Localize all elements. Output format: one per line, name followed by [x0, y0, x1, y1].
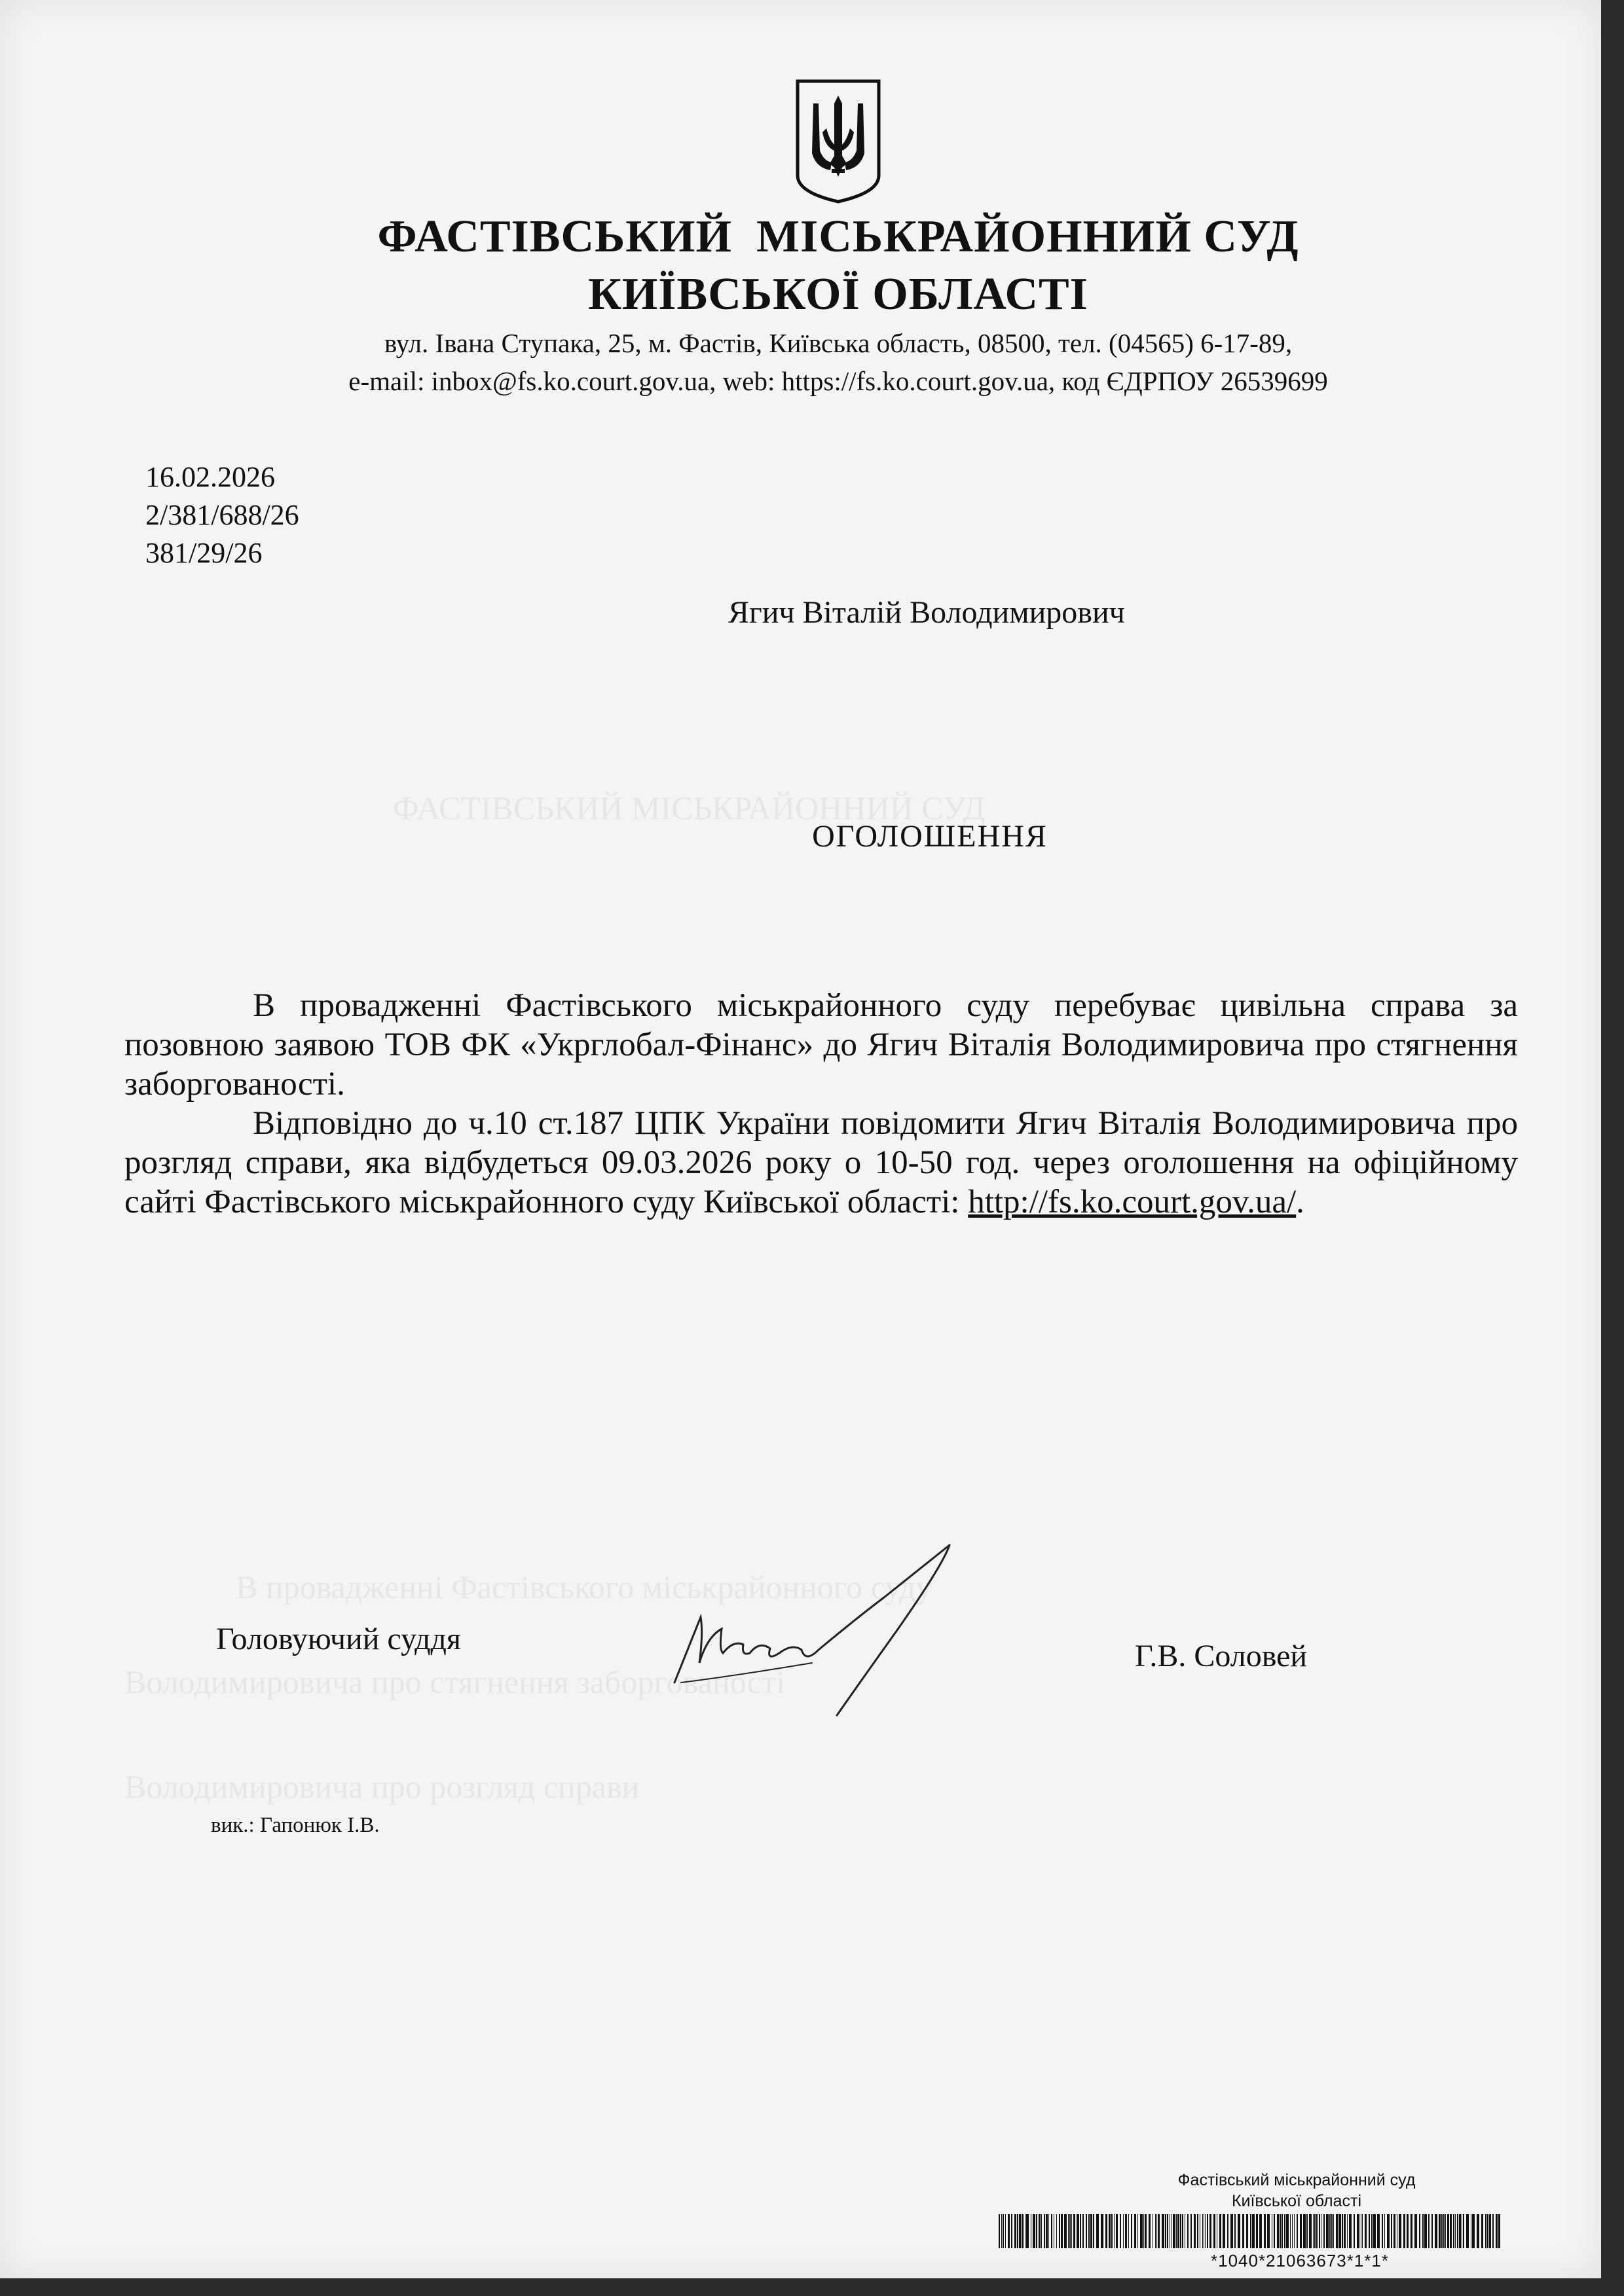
barcode-bar	[1071, 2214, 1072, 2248]
barcode-bar	[1105, 2214, 1107, 2248]
document-meta	[145, 458, 299, 572]
barcode-bar	[1223, 2214, 1225, 2248]
registry-stamp-line2: Київської області	[1231, 2192, 1362, 2210]
barcode-bar	[1036, 2214, 1037, 2248]
barcode-bar	[999, 2214, 1000, 2248]
barcode-bar	[1459, 2214, 1461, 2248]
barcode-bar	[1290, 2214, 1291, 2248]
barcode-bar	[1059, 2214, 1060, 2248]
barcode-bar	[1419, 2214, 1420, 2248]
barcode-bar	[1316, 2214, 1318, 2248]
barcode-bar	[1205, 2214, 1206, 2248]
barcode-bar	[1125, 2214, 1127, 2248]
coat-of-arms-emblem	[794, 77, 883, 205]
barcode-bar	[1234, 2214, 1236, 2248]
barcode-bar	[1485, 2214, 1486, 2248]
barcode-bar	[1242, 2214, 1244, 2248]
barcode-number: *1040*21063673*1*1*	[1210, 2251, 1390, 2270]
barcode-bar	[1422, 2214, 1424, 2248]
barcode-bar	[1033, 2214, 1035, 2248]
barcode-bar	[1011, 2214, 1012, 2248]
barcode-bar	[1297, 2214, 1298, 2248]
barcode-bar	[1246, 2214, 1248, 2248]
executor-name: вик.: Гапонюк І.В.	[211, 1813, 380, 1837]
barcode-bar	[1387, 2214, 1390, 2248]
barcode-bar	[1303, 2214, 1306, 2248]
barcode-bar	[1455, 2214, 1456, 2248]
barcode-bar	[1120, 2214, 1121, 2248]
barcode-bar	[1274, 2214, 1275, 2248]
barcode-bar	[1450, 2214, 1452, 2248]
barcode-bar	[1354, 2214, 1355, 2248]
barcode-bar	[1207, 2214, 1208, 2248]
barcode-bar	[1382, 2214, 1383, 2248]
barcode-bar	[1001, 2214, 1002, 2248]
barcode-bar	[1197, 2214, 1198, 2248]
barcode-bar	[1323, 2214, 1325, 2248]
barcode-bar	[1111, 2214, 1113, 2248]
handwritten-signature	[661, 1519, 969, 1741]
barcode-bar	[1424, 2214, 1427, 2248]
barcode-bar	[1373, 2214, 1376, 2248]
barcode-bar	[1280, 2214, 1282, 2248]
barcode-bar	[1439, 2214, 1441, 2248]
barcode-bar	[1080, 2214, 1081, 2248]
barcode-bar	[1143, 2214, 1144, 2248]
barcode-bar	[1286, 2214, 1289, 2248]
barcode-bar	[1492, 2214, 1494, 2248]
barcode	[999, 2214, 1502, 2248]
barcode-bar	[1331, 2214, 1333, 2248]
document-page: ФАСТІВСЬКИЙ МІСЬКРАЙОННИЙ СУД В провадженні Фастівського міськрайонного суду Володимировича про стягнення заборгованості Володимировича про розгляд справи ФАСТІВСЬКИЙ МІСЬКРАЙОННИЙ СУД КИЇВСЬКОЇ ОБЛАСТІ вул. Івана Ступака, 25, м. Фастів, Київська область, 08500, тел. (04565) 6-17-89, e-mail: inbox@fs.ko.court.gov.ua, web: https://fs.ko.court.gov.ua, код ЄДРПОУ 26539699 16.02.2026 2/381/688/26 381/29/26 Ягич Віталій Володимирович ОГОЛОШЕННЯ В провадженні Фастівського міськрайонного суду перебуває цивільна справа за позовною заявою ТОВ ФК «Укрглобал-Фінанс» до Ягич Віталія Володимировича про стягнення заборгованості. Відповідно до ч.10 ст.187 ЦПК України повідомити Ягич Віталія Володимировича про розгляд справи, яка відбудеться 09.03.2026 року о 10-50 год. через оголошення на офіційному сайті Фастівського міськрайонного суду Київської області: http://fs.ko.court.gov.ua/. Головуючий суддя Г.В. Соловей вик.: Гапонюк І.В. Фастівський міськрайонний суд Київської області *1040*21063673*1*1*	[0, 0, 1601, 2278]
barcode-bar	[1445, 2214, 1446, 2248]
barcode-bar	[1277, 2214, 1279, 2248]
barcode-bar	[1182, 2214, 1183, 2248]
barcode-bar	[1250, 2214, 1251, 2248]
barcode-bar	[1213, 2214, 1215, 2248]
barcode-bar	[1391, 2214, 1392, 2248]
barcode-bar	[1441, 2214, 1443, 2248]
barcode-bar	[1259, 2214, 1262, 2248]
barcode-bar	[1227, 2214, 1228, 2248]
barcode-bar	[1326, 2214, 1329, 2248]
barcode-bar	[1489, 2214, 1491, 2248]
barcode-bar	[1362, 2214, 1363, 2248]
barcode-bar	[1073, 2214, 1075, 2248]
barcode-bar	[1403, 2214, 1405, 2248]
addressee: Ягич Віталій Володимирович	[728, 595, 1125, 630]
barcode-bar	[1202, 2214, 1203, 2248]
barcode-bar	[1128, 2214, 1129, 2248]
barcode-bar	[1313, 2214, 1314, 2248]
barcode-bar	[1294, 2214, 1295, 2248]
barcode-bar	[1472, 2214, 1475, 2248]
barcode-bar	[1314, 2214, 1316, 2248]
barcode-bar	[1306, 2214, 1308, 2248]
barcode-bar	[1319, 2214, 1320, 2248]
court-name	[0, 208, 1624, 323]
barcode-bar	[1061, 2214, 1063, 2248]
barcode-bar	[1399, 2214, 1401, 2248]
barcode-bar	[1140, 2214, 1143, 2248]
barcode-bar	[1064, 2214, 1067, 2248]
barcode-bar	[1282, 2214, 1283, 2248]
barcode-bar	[1292, 2214, 1293, 2248]
barcode-bar	[1068, 2214, 1069, 2248]
barcode-bar	[1477, 2214, 1479, 2248]
barcode-bar	[1008, 2214, 1010, 2248]
barcode-bar	[1026, 2214, 1029, 2248]
barcode-bar	[1005, 2214, 1006, 2248]
court-website-link[interactable]: http://fs.ko.court.gov.ua/	[968, 1184, 1297, 1220]
barcode-bar	[1329, 2214, 1331, 2248]
scan-edge-right	[1601, 0, 1624, 2296]
barcode-bar	[1044, 2214, 1045, 2248]
barcode-bar	[1145, 2214, 1147, 2248]
barcode-bar	[1173, 2214, 1175, 2248]
barcode-bar	[1219, 2214, 1221, 2248]
barcode-bar	[1300, 2214, 1302, 2248]
barcode-bar	[1167, 2214, 1168, 2248]
barcode-bar	[1309, 2214, 1312, 2248]
barcode-bar	[1252, 2214, 1255, 2248]
barcode-bar	[1230, 2214, 1233, 2248]
barcode-bar	[1443, 2214, 1445, 2248]
barcode-bar	[1014, 2214, 1016, 2248]
barcode-bar	[1414, 2214, 1417, 2248]
barcode-bar	[1155, 2214, 1156, 2248]
barcode-bar	[1114, 2214, 1115, 2248]
barcode-bar	[1177, 2214, 1179, 2248]
signatory-name: Г.В. Соловей	[1135, 1639, 1308, 1673]
reference-number: 2/381/688/26	[145, 499, 299, 531]
announcement-body	[124, 986, 1518, 1222]
court-address	[0, 324, 1624, 400]
barcode-bar	[1096, 2214, 1099, 2248]
barcode-bar	[1046, 2214, 1048, 2248]
barcode-bar	[1463, 2214, 1464, 2248]
barcode-bar	[1410, 2214, 1411, 2248]
barcode-bar	[1498, 2214, 1500, 2248]
barcode-bar	[1264, 2214, 1266, 2248]
barcode-bar	[1093, 2214, 1094, 2248]
barcode-bar	[1165, 2214, 1166, 2248]
barcode-bar	[1238, 2214, 1240, 2248]
paragraph-2-end: .	[1296, 1184, 1304, 1220]
barcode-bar	[1466, 2214, 1469, 2248]
barcode-bar	[1158, 2214, 1160, 2248]
barcode-bar	[1377, 2214, 1380, 2248]
barcode-bar	[1051, 2214, 1052, 2248]
barcode-bar	[1019, 2214, 1021, 2248]
barcode-bar	[1082, 2214, 1084, 2248]
barcode-bar	[1369, 2214, 1370, 2248]
paragraph-1: В провадженні Фастівського міськрайонного суду перебуває цивільна справа за позовною заявою ТОВ ФК «Укрглобал-Фінанс» до Ягич Віталія Володимировича про стягнення заборгованості.	[124, 987, 1518, 1102]
barcode-bar	[1116, 2214, 1118, 2248]
barcode-bar	[1447, 2214, 1449, 2248]
barcode-bar	[1069, 2214, 1071, 2248]
barcode-bar	[1017, 2214, 1018, 2248]
court-name-line1: ФАСТІВСЬКИЙ МІСЬКРАЙОННИЙ СУД	[377, 211, 1299, 262]
barcode-bar	[1131, 2214, 1132, 2248]
paragraph-2-text: Відповідно до ч.10 ст.187 ЦПК України повідомити Ягич Віталія Володимировича про розгляд справи, яка відбудеться 09.03.2026 року о 10-50 год. через оголошення на офіційному сайті Фастівського міськрайонного суду Київської області:	[124, 1105, 1518, 1220]
case-number: 381/29/26	[145, 537, 263, 569]
barcode-bar	[1393, 2214, 1395, 2248]
barcode-bar	[1411, 2214, 1412, 2248]
paragraph-2	[124, 1104, 1518, 1222]
barcode-bar	[1365, 2214, 1367, 2248]
barcode-bar	[1090, 2214, 1092, 2248]
barcode-bar	[1056, 2214, 1057, 2248]
barcode-bar	[1336, 2214, 1338, 2248]
barcode-bar	[1088, 2214, 1090, 2248]
document-title: ОГОЛОШЕННЯ	[812, 819, 1048, 854]
scan-edge-bottom	[0, 2278, 1624, 2296]
barcode-bar	[1176, 2214, 1177, 2248]
court-name-line2: КИЇВСЬКОЇ ОБЛАСТІ	[588, 269, 1088, 319]
barcode-bar	[1194, 2214, 1196, 2248]
barcode-bar	[1256, 2214, 1258, 2248]
barcode-bar	[1048, 2214, 1049, 2248]
barcode-bar	[1041, 2214, 1042, 2248]
registry-stamp-line1: Фастівський міськрайонний суд	[1177, 2171, 1416, 2189]
barcode-bar	[1284, 2214, 1285, 2248]
barcode-bar	[1481, 2214, 1483, 2248]
barcode-bar	[1134, 2214, 1136, 2248]
barcode-bar	[1209, 2214, 1211, 2248]
address-line2: e-mail: inbox@fs.ko.court.gov.ua, web: https://fs.ko.court.gov.ua, код ЄДРПОУ 26539699	[348, 366, 1328, 396]
barcode-bar	[1357, 2214, 1359, 2248]
barcode-bar	[1162, 2214, 1164, 2248]
barcode-bar	[1267, 2214, 1270, 2248]
barcode-bar	[1435, 2214, 1437, 2248]
barcode-bar	[1347, 2214, 1348, 2248]
barcode-bar	[1086, 2214, 1087, 2248]
barcode-bar	[1342, 2214, 1343, 2248]
barcode-bar	[1407, 2214, 1409, 2248]
barcode-bar	[1039, 2214, 1041, 2248]
barcode-bar	[1077, 2214, 1079, 2248]
barcode-bar	[1156, 2214, 1157, 2248]
barcode-bar	[1457, 2214, 1458, 2248]
barcode-bar	[1022, 2214, 1024, 2248]
barcode-bar	[1453, 2214, 1454, 2248]
barcode-bar	[1137, 2214, 1138, 2248]
barcode-bar	[1187, 2214, 1189, 2248]
barcode-bar	[1180, 2214, 1181, 2248]
barcode-bar	[1109, 2214, 1111, 2248]
barcode-bar	[1496, 2214, 1498, 2248]
document-date: 16.02.2026	[145, 461, 275, 493]
barcode-bar	[1431, 2214, 1433, 2248]
barcode-bar	[1384, 2214, 1385, 2248]
address-line1: вул. Івана Ступака, 25, м. Фастів, Київська область, 08500, тел. (04565) 6-17-89,	[384, 328, 1293, 358]
barcode-bar	[1349, 2214, 1352, 2248]
barcode-bar	[1428, 2214, 1429, 2248]
barcode-bar	[1486, 2214, 1488, 2248]
barcode-bar	[1003, 2214, 1004, 2248]
barcode-bar	[1371, 2214, 1373, 2248]
barcode-bar	[1101, 2214, 1103, 2248]
signatory-role: Головуючий суддя	[216, 1622, 461, 1656]
barcode-bar	[1344, 2214, 1346, 2248]
barcode-bar	[1333, 2214, 1334, 2248]
barcode-bar	[1190, 2214, 1192, 2248]
barcode-bar	[1123, 2214, 1124, 2248]
barcode-bar	[1339, 2214, 1341, 2248]
barcode-bar	[1149, 2214, 1151, 2248]
